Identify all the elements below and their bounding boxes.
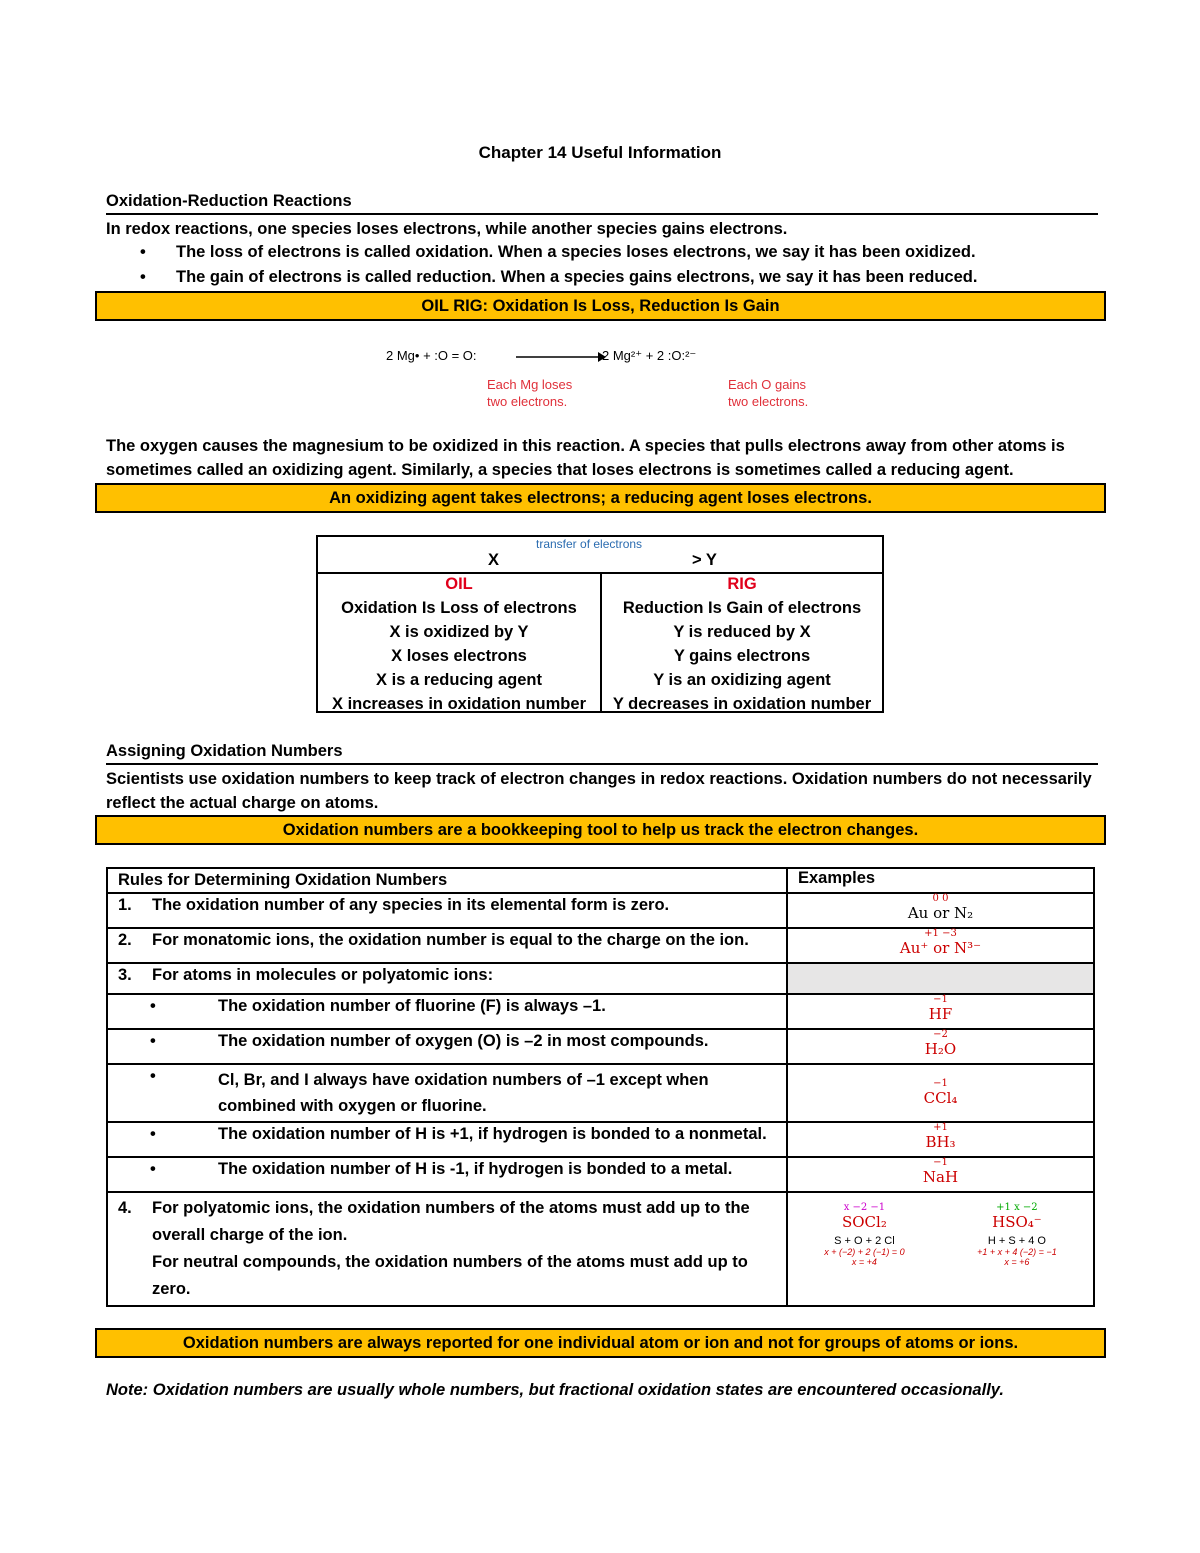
note-line: Each Mg loses (487, 377, 573, 392)
note-line: Each O gains (728, 377, 807, 392)
electron-transfer-table (316, 535, 884, 713)
table-row (107, 963, 1094, 994)
oil-line: X loses electrons (391, 647, 527, 665)
rule-number: 2. (118, 931, 132, 949)
note-line: two electrons. (487, 394, 568, 409)
reaction-note-o (728, 376, 808, 410)
page-title: Chapter 14 Useful Information (478, 143, 722, 162)
rule-cell (107, 1192, 787, 1306)
oil-line: Oxidation Is Loss of electrons (341, 599, 577, 617)
rig-heading: RIG (727, 575, 757, 593)
rule-bullet: • (150, 997, 156, 1015)
example-hso4 (977, 1203, 1057, 1267)
rig-line: Y decreases in oxidation number (612, 695, 872, 713)
table-row (107, 1122, 1094, 1157)
table-row (107, 928, 1094, 963)
rule-bullet: • (150, 1125, 156, 1143)
rig-line: Y is an oxidizing agent (653, 671, 831, 689)
example-formula: Au⁺ or N³⁻ (899, 939, 982, 957)
section-rule (106, 763, 1098, 765)
ox-label: −1 (933, 994, 948, 1005)
section-heading-oxidation-numbers: Assigning Oxidation Numbers (106, 742, 343, 760)
example-socl2 (824, 1203, 904, 1267)
example-cell (787, 994, 1094, 1029)
highlight-box-bookkeeping: Oxidation numbers are a bookkeeping tool to help us track the electron changes. (95, 815, 1106, 845)
highlight-box-oilrig: OIL RIG: Oxidation Is Loss, Reduction Is Gain (95, 291, 1106, 321)
ox-label: −1 (933, 1157, 948, 1168)
rule-number: 3. (118, 966, 132, 984)
reaction-products: 2 Mg²⁺ + 2 :O:²⁻ (602, 348, 697, 363)
ox-label: −1 (933, 1078, 948, 1089)
note-fractional: Note: Oxidation numbers are usually whole numbers, but fractional oxidation states are encountered occasionally. (106, 1381, 1004, 1399)
rule-bullet: • (150, 1032, 156, 1050)
section-heading-redox: Oxidation-Reduction Reactions (106, 192, 352, 210)
example-formula: CCl₄ (923, 1089, 958, 1107)
oil-column (318, 572, 602, 711)
example-formula: BH₃ (925, 1133, 956, 1151)
rule-cell (107, 1064, 787, 1122)
example-cell (787, 1157, 1094, 1192)
transfer-y: > Y (692, 551, 717, 569)
rule-text: The oxidation number of H is -1, if hydrogen is bonded to a metal. (218, 1160, 733, 1178)
section-rule (106, 213, 1098, 215)
rig-line: Y gains electrons (673, 647, 811, 665)
oxidizing-agent-paragraph: The oxygen causes the magnesium to be oxidized in this reaction. A species that pulls electrons away from other atoms is sometimes called an oxidizing agent. Similarly, a species that loses electrons is sometimes called a reducing agent. (106, 437, 1065, 479)
intro-text: In redox reactions, one species loses electrons, while another species gains electrons. (106, 220, 788, 238)
note-line: two electrons. (728, 394, 809, 409)
ox-label: +1 −3 (924, 928, 957, 939)
example-formula: SOCl₂ (841, 1213, 887, 1231)
example-formula: H₂O (924, 1040, 957, 1058)
rule-cell (107, 928, 787, 963)
oxidation-numbers-paragraph: Scientists use oxidation numbers to keep track of electron changes in redox reactions. Oxidation numbers do not necessarily reflect the actual charge on atoms. (106, 770, 1092, 812)
example-cell (787, 1064, 1094, 1122)
rule-text: The oxidation number of any species in its elemental form is zero. (152, 896, 670, 914)
ox-label: x −2 −1 (843, 1202, 886, 1213)
rule-number: 4. (118, 1199, 132, 1217)
example-formula: Au or N₂ (907, 904, 974, 922)
reaction-arrow-icon (516, 350, 606, 364)
bullet-item: • The loss of electrons is called oxidation. When a species loses electrons, we say it has been oxidized. (140, 243, 976, 261)
rule-bullet: • (150, 1160, 156, 1178)
highlight-box-agents: An oxidizing agent takes electrons; a reducing agent loses electrons. (95, 483, 1106, 513)
example-equation: +1 + x + 4 (−2) = −1 (977, 1247, 1057, 1257)
rule-cell (107, 994, 787, 1029)
bullet-text: The gain of electrons is called reduction. When a species gains electrons, we say it has been reduced. (176, 268, 978, 286)
rule-text: For monatomic ions, the oxidation number is equal to the charge on the ion. (152, 931, 749, 949)
rule-text: For atoms in molecules or polyatomic ions: (152, 966, 494, 984)
rule-text: Cl, Br, and I always have oxidation numbers of –1 except when combined with oxygen or fluorine. (218, 1071, 709, 1115)
example-cell-empty (787, 963, 1094, 994)
rig-line: Y is reduced by X (673, 623, 811, 641)
rule-cell (107, 1157, 787, 1192)
ox-label: +1 (933, 1122, 948, 1133)
examples-header: Examples (787, 868, 1094, 893)
reaction-figure (380, 340, 840, 412)
table-row (107, 1157, 1094, 1192)
table-row (107, 1064, 1094, 1122)
rig-line: Reduction Is Gain of electrons (622, 599, 862, 617)
example-result: x = +4 (851, 1257, 877, 1267)
ox-label: −2 (933, 1029, 948, 1040)
oil-line: X increases in oxidation number (332, 695, 586, 713)
rule-text: The oxidation number of oxygen (O) is –2 in most compounds. (218, 1032, 709, 1050)
example-cell (787, 1029, 1094, 1064)
example-equation: x + (−2) + 2 (−1) = 0 (824, 1247, 905, 1257)
rule-text: The oxidation number of H is +1, if hydrogen is bonded to a nonmetal. (218, 1125, 767, 1143)
rig-column (602, 572, 882, 711)
table-row (107, 1029, 1094, 1064)
table-header-row (107, 868, 1094, 893)
example-cell (787, 1192, 1094, 1306)
example-cell (787, 1122, 1094, 1157)
example-sum: H + S + 4 O (987, 1235, 1046, 1247)
reaction-reactants: 2 Mg• + :O = O: (386, 348, 477, 363)
example-formula: HF (928, 1005, 953, 1023)
transfer-label: transfer of electrons (536, 537, 643, 551)
ox-label: +1 x −2 (996, 1202, 1038, 1213)
bullet-text: The loss of electrons is called oxidation. When a species loses electrons, we say it has been oxidized. (176, 243, 976, 261)
rule-bullet: • (150, 1067, 156, 1085)
example-cell (787, 893, 1094, 928)
reaction-note-mg (487, 376, 572, 410)
transfer-x: X (488, 551, 500, 569)
oil-heading: OIL (445, 575, 473, 593)
rules-table (106, 867, 1095, 1307)
rule-cell (107, 1029, 787, 1064)
example-formula: NaH (922, 1168, 959, 1186)
table-row (107, 1192, 1094, 1306)
table-row (107, 893, 1094, 928)
rule-cell (107, 1122, 787, 1157)
rule-text: The oxidation number of fluorine (F) is always –1. (218, 997, 606, 1015)
example-sum: S + O + 2 Cl (834, 1235, 895, 1247)
rules-header: Rules for Determining Oxidation Numbers (107, 868, 787, 893)
rule-text: For neutral compounds, the oxidation numbers of the atoms must add up to zero. (152, 1253, 748, 1298)
rule-cell (107, 893, 787, 928)
bullet-item: • The gain of electrons is called reduction. When a species gains electrons, we say it has been reduced. (140, 268, 978, 286)
rule-number: 1. (118, 896, 132, 914)
oil-line: X is oxidized by Y (389, 623, 529, 641)
table-row (107, 994, 1094, 1029)
example-cell (787, 928, 1094, 963)
example-result: x = +6 (1004, 1257, 1030, 1267)
rule-text: For polyatomic ions, the oxidation numbers of the atoms must add up to the overall charge of the ion. (152, 1199, 750, 1244)
rule-cell (107, 963, 787, 994)
highlight-box-individual-atoms: Oxidation numbers are always reported for one individual atom or ion and not for groups of atoms or ions. (95, 1328, 1106, 1358)
oil-line: X is a reducing agent (376, 671, 542, 689)
transfer-header-row (318, 537, 882, 574)
example-formula: HSO₄⁻ (992, 1213, 1042, 1231)
ox-label: 0 0 (932, 893, 949, 904)
